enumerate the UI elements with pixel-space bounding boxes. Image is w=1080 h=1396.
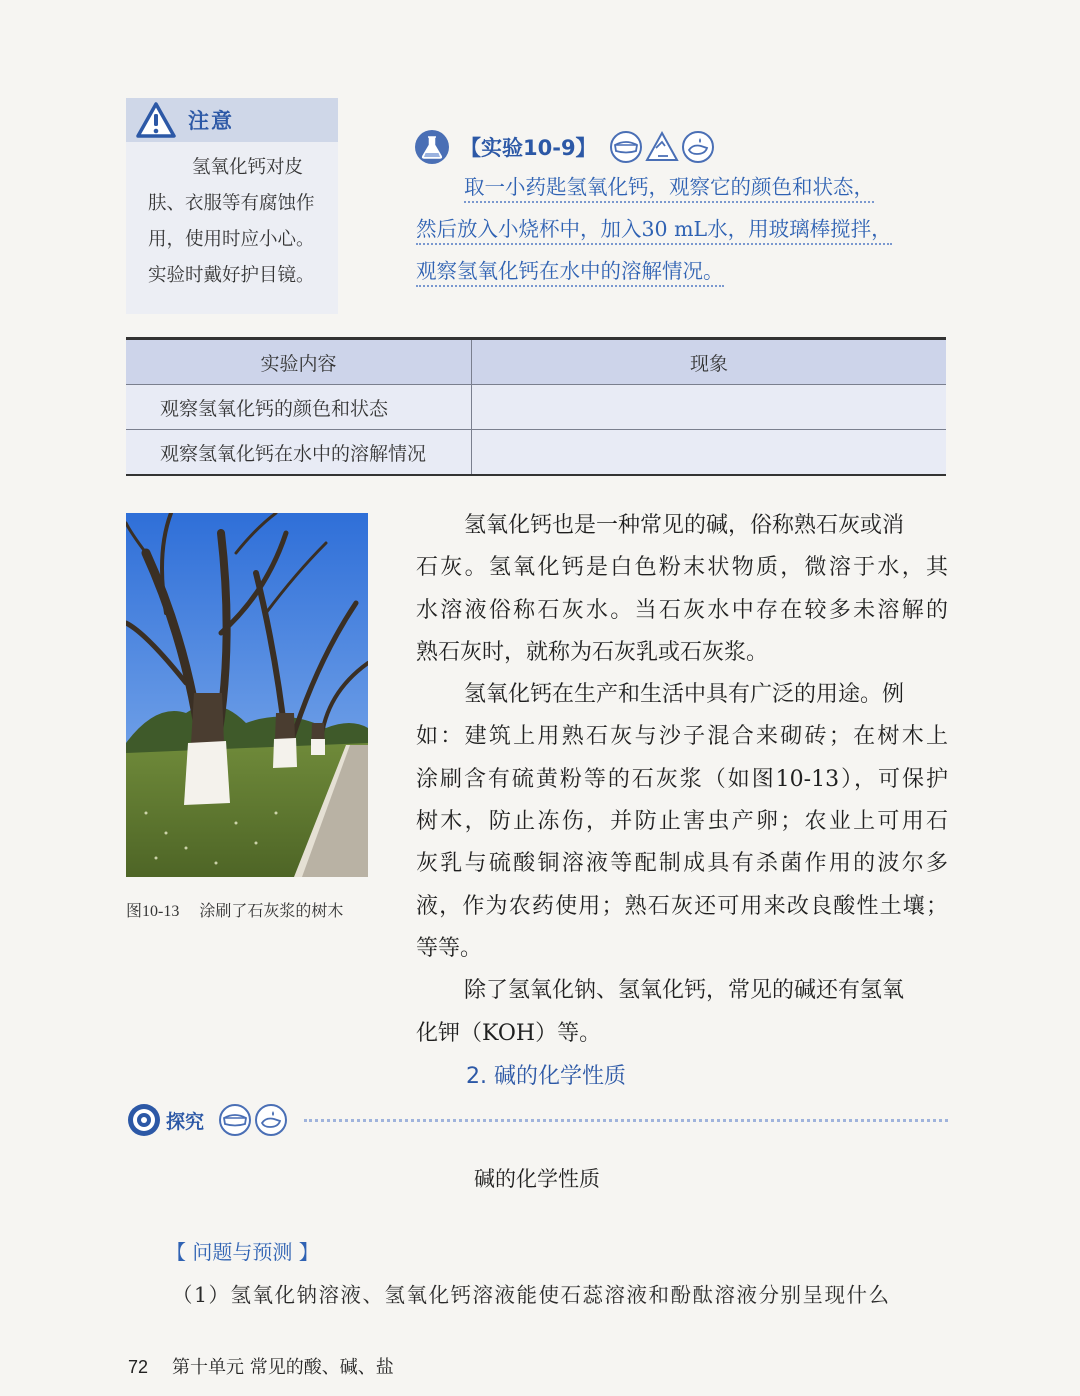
page-number: 72 xyxy=(128,1357,149,1377)
tree-photo xyxy=(126,513,368,877)
figure-caption-text: 涂刷了石灰浆的树木 xyxy=(199,903,344,920)
hand-wash-icon xyxy=(254,1103,288,1137)
figure-number: 图10-13 xyxy=(126,903,180,920)
flask-icon xyxy=(414,129,450,165)
table-cell xyxy=(472,430,946,474)
table-cell: 观察氢氧化钙在水中的溶解情况 xyxy=(126,430,472,474)
table-header-cell: 实验内容 xyxy=(126,340,472,384)
experiment-header xyxy=(414,128,717,166)
body-text xyxy=(416,505,948,1055)
experiment-title: 【实验10-9】 xyxy=(460,136,597,160)
goggles-icon xyxy=(609,130,643,164)
caution-line: 实验时戴好护目镜。 xyxy=(148,265,315,286)
table-row xyxy=(126,384,946,429)
experiment-line: 观察氢氧化钙在水中的溶解情况。 xyxy=(416,250,952,292)
paragraph-line: 等等。 xyxy=(416,935,483,961)
caution-body xyxy=(126,142,338,314)
table-cell xyxy=(472,385,946,429)
paragraph-line: 除了氢氧化钠、氢氧化钙，常见的碱还有氢氧 xyxy=(464,978,905,1004)
caution-header xyxy=(126,98,338,142)
caution-title: 注意 xyxy=(188,109,234,133)
table-header-cell: 现象 xyxy=(689,352,728,375)
paragraph-line: 氢氧化钙在生产和生活中具有广泛的用途。例 xyxy=(464,682,905,708)
paragraph-line: 氢氧化钙也是一种常见的碱，俗称熟石灰或消 xyxy=(464,513,905,538)
explore-title: 探究 xyxy=(166,1110,205,1133)
warning-icon xyxy=(136,102,176,138)
experiment-line: 然后放入小烧杯中，加入30 mL水，用玻璃棒搅拌， xyxy=(416,208,952,250)
caution-line: 用，使用时应小心。 xyxy=(148,229,315,250)
paragraph-line: 灰乳与硫酸铜溶液等配制成具有杀菌作用的波尔多 xyxy=(416,851,948,877)
dotted-divider xyxy=(304,1119,948,1122)
paragraph-line: 树木，防止冻伤，并防止害虫产卵；农业上可用石 xyxy=(416,809,948,835)
paragraph-line: 液，作为农药使用；熟石灰还可用来改良酸性土壤； xyxy=(416,893,948,919)
explore-bar xyxy=(126,1100,948,1140)
paragraph-line: 化钾（KOH）等。 xyxy=(416,1020,602,1046)
caution-line: 氢氧化钙对皮 xyxy=(192,157,304,178)
paragraph-line: 如：建筑上用熟石灰与沙子混合来砌砖；在树木上 xyxy=(416,724,948,750)
paragraph-line: 涂刷含有硫黄粉等的石灰浆（如图10-13），可保护 xyxy=(416,766,948,792)
paragraph-line: 石灰。氢氧化钙是白色粉末状物质，微溶于水，其 xyxy=(416,555,948,581)
target-icon xyxy=(126,1102,162,1138)
explore-subtitle: 碱的化学性质 xyxy=(474,1167,600,1191)
page-footer xyxy=(128,1353,394,1379)
paragraph-line: 水溶液俗称石灰水。当石灰水中存在较多未溶解的 xyxy=(416,597,948,623)
unit-title: 第十单元 常见的酸、碱、盐 xyxy=(172,1357,394,1378)
observation-table xyxy=(126,337,946,476)
experiment-line: 取一小药匙氢氧化钙，观察它的颜色和状态， xyxy=(416,166,952,208)
figure-caption xyxy=(126,898,343,921)
question-predict-heading: 【 问题与预测 】 xyxy=(166,1240,319,1264)
experiment-instructions xyxy=(416,166,952,292)
table-cell: 观察氢氧化钙的颜色和状态 xyxy=(126,385,472,429)
hand-wash-icon xyxy=(681,130,715,164)
caution-line: 肤、衣服等有腐蚀作 xyxy=(148,193,315,214)
paragraph-line: 熟石灰时，就称为石灰乳或石灰浆。 xyxy=(416,639,769,665)
section-heading: 2. 碱的化学性质 xyxy=(466,1064,626,1089)
table-row xyxy=(126,429,946,474)
question-1: （1）氢氧化钠溶液、氢氧化钙溶液能使石蕊溶液和酚酞溶液分别呈现什么 xyxy=(172,1283,891,1307)
table-header-row xyxy=(126,340,946,384)
caution-box xyxy=(126,98,338,314)
corrosive-icon xyxy=(645,130,679,164)
goggles-icon xyxy=(218,1103,252,1137)
